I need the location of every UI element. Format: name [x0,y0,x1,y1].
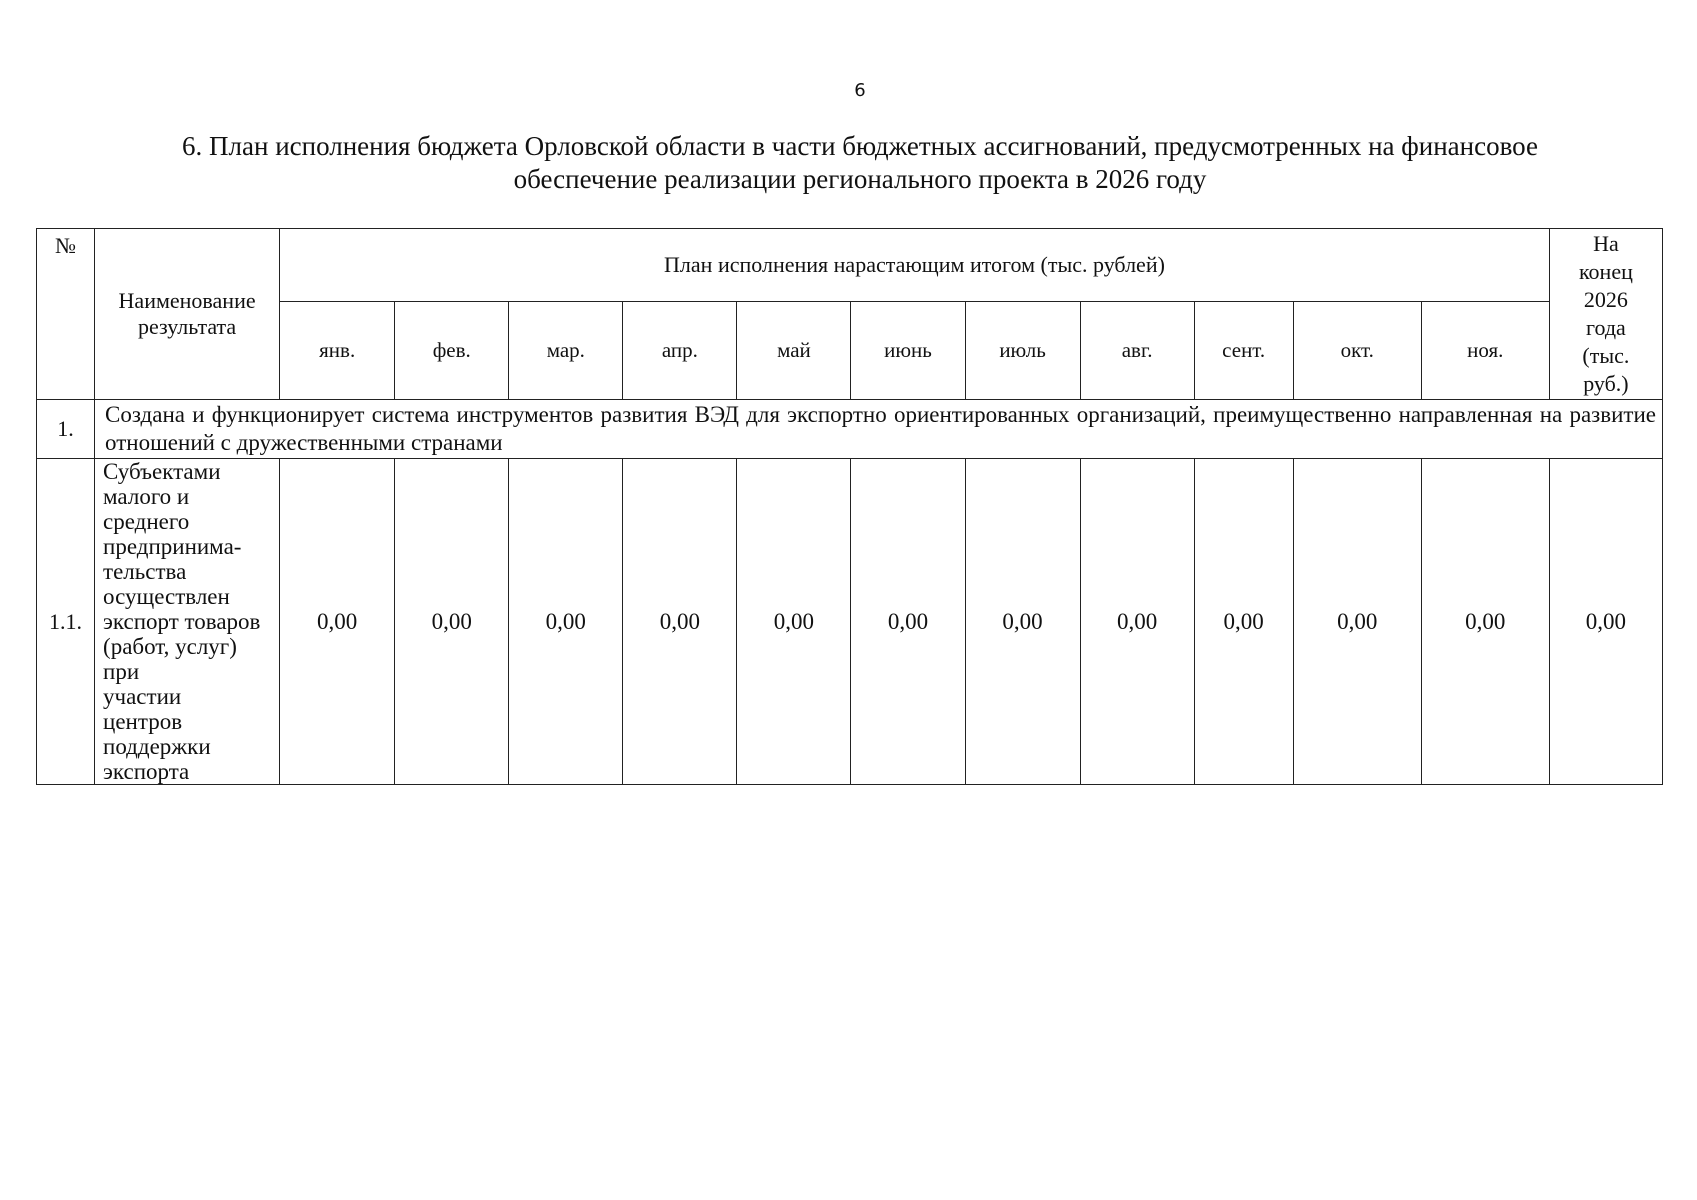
month-value: 0,00 [1080,459,1194,785]
month-header: июль [965,302,1080,400]
month-value: 0,00 [965,459,1080,785]
result-name-line: предпринима- [103,534,242,559]
month-header: июнь [851,302,965,400]
month-value: 0,00 [509,459,623,785]
result-name [95,459,280,785]
month-header: май [737,302,851,400]
month-header: фев. [395,302,509,400]
title-line-2: обеспечение реализации регионального проекта в 2026 году [513,164,1207,194]
month-header: янв. [280,302,395,400]
result-name-line: малого и [103,484,190,509]
header-result-name: Наименование результата [95,229,280,400]
row-number: 1.1. [37,459,95,785]
end-head-line-1: На [1593,231,1619,256]
result-name-line: среднего [103,509,190,534]
month-value: 0,00 [1293,459,1421,785]
result-name-line: центров [103,709,183,734]
end-head-line-5: (тыс. [1582,343,1630,368]
result-name-line: тельства [103,559,187,584]
result-name-line: участии [103,684,182,709]
month-header: сент. [1194,302,1293,400]
header-end-of-year [1549,229,1662,400]
month-header: авг. [1080,302,1194,400]
month-value: 0,00 [851,459,965,785]
month-value: 0,00 [1421,459,1549,785]
end-of-year-value: 0,00 [1549,459,1662,785]
month-header: окт. [1293,302,1421,400]
section-title: Создана и функционирует система инструментов развития ВЭД для экспортно ориентированных организаций, преимущественно направленная на развитие отношений с дружественными странами [95,400,1663,459]
month-value: 0,00 [623,459,737,785]
budget-plan-table [36,228,1663,785]
header-plan: План исполнения нарастающим итогом (тыс. рублей) [280,229,1550,302]
month-value: 0,00 [395,459,509,785]
result-name-line: осуществлен [103,584,230,609]
end-head-line-6: руб.) [1583,371,1629,396]
result-name-line: поддержки [103,734,211,759]
document-title [120,130,1600,196]
month-value: 0,00 [280,459,395,785]
result-name-line: (работ, услуг) [103,634,237,659]
month-header: апр. [623,302,737,400]
header-number: № [37,229,95,400]
end-head-line-4: года [1586,315,1626,340]
end-head-line-2: конец [1578,259,1633,284]
month-value: 0,00 [737,459,851,785]
section-number: 1. [37,400,95,459]
result-name-line: экспорт товаров [103,609,261,634]
result-name-line: Субъектами [103,459,221,484]
page-number: 6 [854,80,866,101]
month-header: ноя. [1421,302,1549,400]
month-header: мар. [509,302,623,400]
result-name-line: экспорта [103,759,190,784]
title-line-1: 6. План исполнения бюджета Орловской области в части бюджетных ассигнований, предусмотренных на финансовое [182,131,1538,161]
end-head-line-3: 2026 [1583,287,1628,312]
month-value: 0,00 [1194,459,1293,785]
result-name-line: при [103,659,140,684]
